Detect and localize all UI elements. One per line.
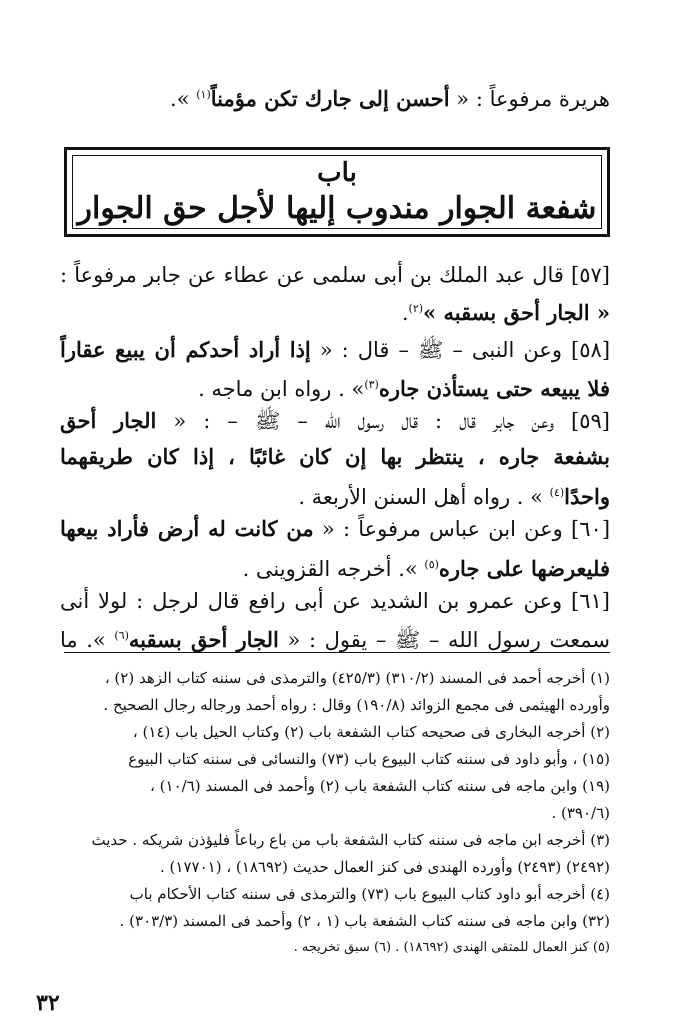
footnote-line: (٣٩٠/٦) . [551, 804, 610, 822]
hadith-60-text-cont: فليعرضها على جاره [438, 556, 610, 581]
hadith-59-line-1 [60, 404, 610, 438]
footnote-divider [64, 652, 610, 653]
hadith-59-text-end: واحدًا [564, 484, 610, 509]
footnote-line: (١٥) ، وأبو داود فى سننه كتاب البيوع باب (٧٣) والنسائى فى سننه كتاب البيوع [128, 750, 610, 768]
hadith-57-line-2 [60, 292, 610, 330]
chapter-title: شفعة الجوار مندوب إليها لأجل حق الجوار [77, 191, 597, 226]
footnote-line: (١) أخرجه أحمد فى المسند (٣١٠/٢) (٤٢٥/٣) والترمذى فى سننه كتاب الزهد (٢) ، [104, 669, 610, 687]
intro-hadith-text: أحسن إلى جارك تكن مؤمناً [210, 86, 450, 111]
chapter-label: باب [317, 158, 357, 188]
footnote-ref: (٥) [424, 558, 439, 571]
hadith-59-intro: [٥٩] وعن جابر قال : قال رسول الله – ﷺ – : « [156, 409, 610, 433]
hadith-61-text: الجار أحق بسقبه [128, 627, 279, 652]
hadith-59-source: » . رواه أهل السنن الأربعة . [298, 485, 550, 509]
intro-end: ». [170, 87, 197, 111]
footnote-line: (٢) أخرجه البخارى فى صحيحه كتاب الشفعة باب (٢) وكتاب الحيل باب (١٤) ، [132, 723, 610, 741]
footnote-ref: (٦) [114, 629, 129, 642]
hadith-59-line-3 [60, 476, 610, 514]
footnote-line: (٤) أخرجه أبو داود كتاب البيوع باب (٧٣) والترمذى فى سننه كتاب الأحكام باب [129, 885, 610, 903]
hadith-57-text: « الجار أحق بسقبه » [423, 300, 610, 325]
footnote-line: (٥) كنز العمال للمتقى الهندى (١٨٦٩٢) . (٦) سبق تخريجه . [293, 940, 610, 955]
intro-line [60, 78, 610, 116]
footnote-ref: (٣) [364, 378, 379, 391]
hadith-57-line-1: [٥٧] قال عبد الملك بن أبى سلمى عن عطاء عن جابر مرفوعاً : [60, 263, 610, 287]
hadith-58-line-1 [60, 333, 610, 367]
footnote-line: وأورده الهيثمى فى مجمع الزوائد (١٩٠/٨) وقال : رواه أحمد ورجاله رجال الصحيح . [103, 696, 610, 714]
hadith-60-line-2 [60, 548, 610, 586]
hadith-59-text: الجار أحق [60, 408, 157, 433]
hadith-60-intro: [٦٠] وعن ابن عباس مرفوعاً : « [313, 517, 610, 541]
hadith-60-source: ». أخرجه القزوينى . [242, 557, 425, 581]
footnote-line: (٣٢) وابن ماجه فى سننه كتاب الشفعة باب (١ ، ٢) وأحمد فى المسند (٣٠٣/٣) . [119, 912, 610, 930]
footnote-ref: (١) [196, 88, 211, 101]
hadith-61-cont: ». ما [60, 628, 115, 652]
hadith-61-intro: سمعت رسول الله – ﷺ – يقول : « [278, 628, 610, 652]
hadith-61-line-1: [٦١] وعن عمرو بن الشديد عن أبى رافع قال لرجل : لولا أنى [60, 589, 610, 613]
page-number: ٣٢ [36, 990, 60, 1016]
hadith-58-source: » . رواه ابن ماجه . [198, 377, 365, 401]
footnote-line: (١٩) وابن ماجه فى سننه كتاب الشفعة باب (٢) وأحمد فى المسند (١٠/٦) ، [150, 777, 610, 795]
hadith-58-intro: [٥٨] وعن النبى – ﷺ – قال : « [310, 338, 610, 362]
hadith-60-line-1 [60, 512, 610, 546]
intro-text: هريرة مرفوعاً : « [449, 87, 610, 111]
punctuation: . [401, 301, 409, 325]
footnote-ref: (٢) [408, 302, 424, 315]
footnote-line: (٢٤٩٢) (٢٤٩٣) وأورده الهندى فى كنز العمال حديث (١٨٦٩٢) ، (١٧٧٠١) . [160, 858, 610, 876]
chapter-heading-box [64, 147, 610, 237]
footnote-ref: (٤) [549, 486, 565, 499]
hadith-60-text: من كانت له أرض فأراد بيعها [60, 516, 314, 541]
hadith-58-line-2 [60, 368, 610, 406]
hadith-58-text-cont: فلا يبيعه حتى يستأذن جاره [378, 376, 610, 401]
footnote-line: (٣) أخرجه ابن ماجه فى سننه كتاب الشفعة باب من باع رباعاً فليؤذن شريكه . حديث [91, 831, 610, 849]
hadith-58-text: إذا أراد أحدكم أن يبيع عقاراً [60, 337, 311, 362]
hadith-59-line-2: بشفعة جاره ، ينتظر بها إن كان غائبًا ، إذا كان طريقهما [60, 444, 610, 469]
